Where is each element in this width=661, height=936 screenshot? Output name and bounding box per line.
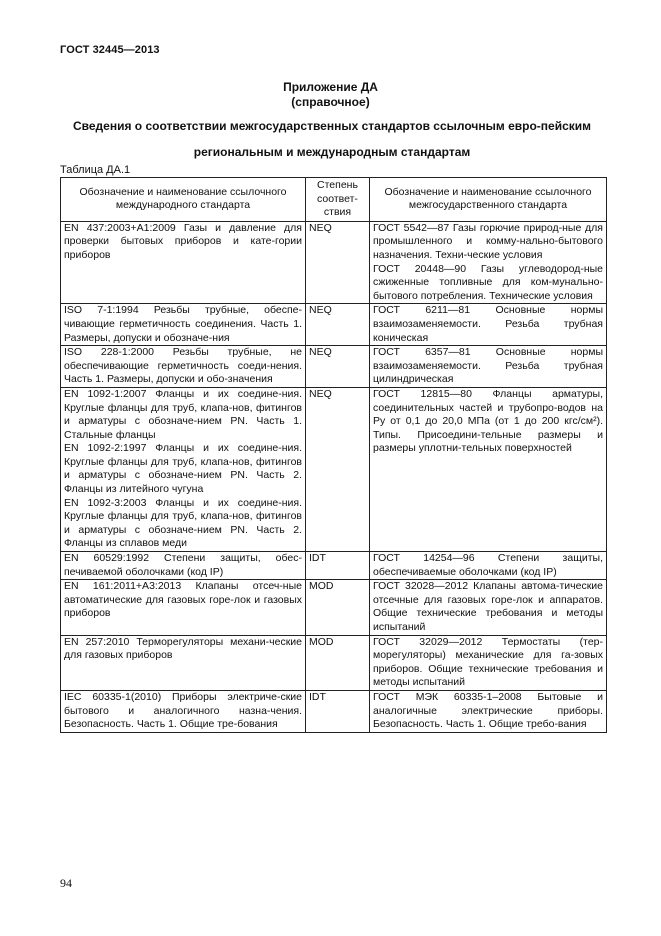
gost-standard-cell bbox=[370, 346, 607, 388]
column-header-degree: Степень соответ-ствия bbox=[306, 178, 370, 222]
gost-standard-cell bbox=[370, 690, 607, 732]
intl-standard-text: EN 257:2010 Терморегуляторы механи-ческие для газовых приборов bbox=[64, 635, 302, 662]
intl-standard-text: IEC 60335-1(2010) Приборы электриче-ские бытового и аналогичного назна-чения. Безопасность. Часть 1. Общие тре-бования bbox=[64, 690, 302, 731]
intl-standard-text: EN 1092-3:2003 Фланцы и их соедине-ния. Круглые фланцы для труб, клапа-нов, фитингов и арматуры с обозначе-нием PN. Часть 2. Фланцы из сплавов меди bbox=[64, 496, 302, 550]
degree-cell: IDT bbox=[306, 552, 370, 580]
gost-standard-text: ГОСТ 32029—2012 Термостаты (тер-морегуляторы) механические для га-зовых приборов. Общие технические требования и методы испытаний bbox=[373, 635, 603, 689]
gost-standard-text: ГОСТ 6211—81 Основные нормы взаимозаменяемости. Резьба трубная коническая bbox=[373, 304, 603, 344]
degree-cell: NEQ bbox=[306, 304, 370, 346]
table-row bbox=[61, 552, 607, 580]
intl-standard-cell bbox=[61, 346, 306, 388]
gost-standard-text: ГОСТ 5542—87 Газы горючие природ-ные для промышленного и комму-нально-бытового назначения. Техни-ческие условия bbox=[373, 221, 603, 261]
column-header-gost: Обозначение и наименование ссылочного межгосударственного стандарта bbox=[370, 178, 607, 222]
gost-standard-cell bbox=[370, 304, 607, 346]
gost-standard-text: ГОСТ 12815—80 Фланцы арматуры, соединительных частей и трубопро-водов на Ру от 0,1 до 20,0 МПа (от 1 до 200 кгс/см²). Типы. Присоедини-тельные размеры и размеры уплотни-тельных поверхностей bbox=[373, 387, 603, 455]
intl-standard-text: EN 1092-1:2007 Фланцы и их соедине-ния. Круглые фланцы для труб, клапа-нов, фитингов и арматуры с обозначе-нием PN. Часть 1. Стальные фланцы bbox=[64, 387, 302, 441]
column-header-intl: Обозначение и наименование ссылочного международного стандарта bbox=[61, 178, 306, 222]
gost-standard-text: ГОСТ 20448—90 Газы углеводород-ные сжиженные топливные для ком-мунально-бытового потребления. Технические условия bbox=[373, 262, 603, 302]
gost-standard-text: ГОСТ 14254—96 Степени защиты, обеспечиваемые оболочками (код IP) bbox=[373, 552, 603, 578]
page-number: 94 bbox=[60, 876, 72, 890]
intl-standard-text: EN 161:2011+A3:2013 Клапаны отсеч-ные автоматические для газовых горе-лок и газовых приборов bbox=[64, 580, 302, 620]
appendix-heading bbox=[0, 80, 661, 110]
intl-standard-cell bbox=[61, 304, 306, 346]
gost-standard-cell bbox=[370, 580, 607, 635]
degree-cell: NEQ bbox=[306, 346, 370, 388]
intl-standard-cell bbox=[61, 387, 306, 551]
degree-cell: IDT bbox=[306, 690, 370, 732]
gost-standard-cell bbox=[370, 387, 607, 551]
gost-standard-cell bbox=[370, 221, 607, 304]
table-row bbox=[61, 221, 607, 304]
table-row bbox=[61, 387, 607, 551]
intl-standard-text: ISO 228-1:2000 Резьбы трубные, не обеспечивающие герметичность соеди-нения. Часть 1. Размеры, допуски и обо-значения bbox=[64, 346, 302, 386]
table-row bbox=[61, 304, 607, 346]
degree-cell: MOD bbox=[306, 580, 370, 635]
gost-standard-text: ГОСТ 32028—2012 Клапаны автома-тические отсечные для газовых горе-лок и аппаратов. Общие технические требования и методы испытаний bbox=[373, 580, 603, 633]
table-row bbox=[61, 635, 607, 690]
table-body bbox=[61, 221, 607, 732]
gost-standard-cell bbox=[370, 552, 607, 580]
intl-standard-text: EN 60529:1992 Степени защиты, обес-печиваемой оболочками (код IP) bbox=[64, 552, 302, 578]
table-caption: Таблица ДА.1 bbox=[60, 164, 131, 176]
intl-standard-text: EN 1092-2:1997 Фланцы и их соедине-ния. Круглые фланцы для труб, клапа-нов, фитингов и арматуры с обозначе-нием PN. Часть 2. Фланцы из литейного чугуна bbox=[64, 442, 302, 496]
intl-standard-text: EN 437:2003+A1:2009 Газы и давление для проверки бытовых приборов и кате-гории приборов bbox=[64, 221, 302, 261]
intl-standard-cell bbox=[61, 580, 306, 635]
appendix-note: (справочное) bbox=[291, 95, 370, 109]
intl-standard-text: ISO 7-1:1994 Резьбы трубные, обеспе-чивающие герметичность соединения. Часть 1. Размеры, допуски и обозначе-ния bbox=[64, 304, 302, 344]
document-code: ГОСТ 32445—2013 bbox=[60, 44, 160, 56]
degree-cell: MOD bbox=[306, 635, 370, 690]
table-row bbox=[61, 690, 607, 732]
intl-standard-cell bbox=[61, 552, 306, 580]
intl-standard-cell bbox=[61, 221, 306, 304]
table-row bbox=[61, 346, 607, 388]
intl-standard-cell bbox=[61, 690, 306, 732]
gost-standard-cell bbox=[370, 635, 607, 690]
intl-standard-cell bbox=[61, 635, 306, 690]
table-row bbox=[61, 580, 607, 635]
section-title: Сведения о соответствии межгосударственных стандартов ссылочным евро-пейским региональным и международным стандартам bbox=[72, 119, 592, 159]
degree-cell: NEQ bbox=[306, 221, 370, 304]
appendix-title: Приложение ДА bbox=[283, 80, 378, 94]
table-header-row bbox=[61, 178, 607, 222]
gost-standard-text: ГОСТ 6357—81 Основные нормы взаимозаменяемости. Резьба трубная цилиндрическая bbox=[373, 346, 603, 386]
standards-table bbox=[60, 177, 607, 733]
degree-cell: NEQ bbox=[306, 387, 370, 551]
gost-standard-text: ГОСТ МЭК 60335-1–2008 Бытовые и аналогичные электрические приборы. Безопасность. Часть 1. Общие требо-вания bbox=[373, 690, 603, 731]
